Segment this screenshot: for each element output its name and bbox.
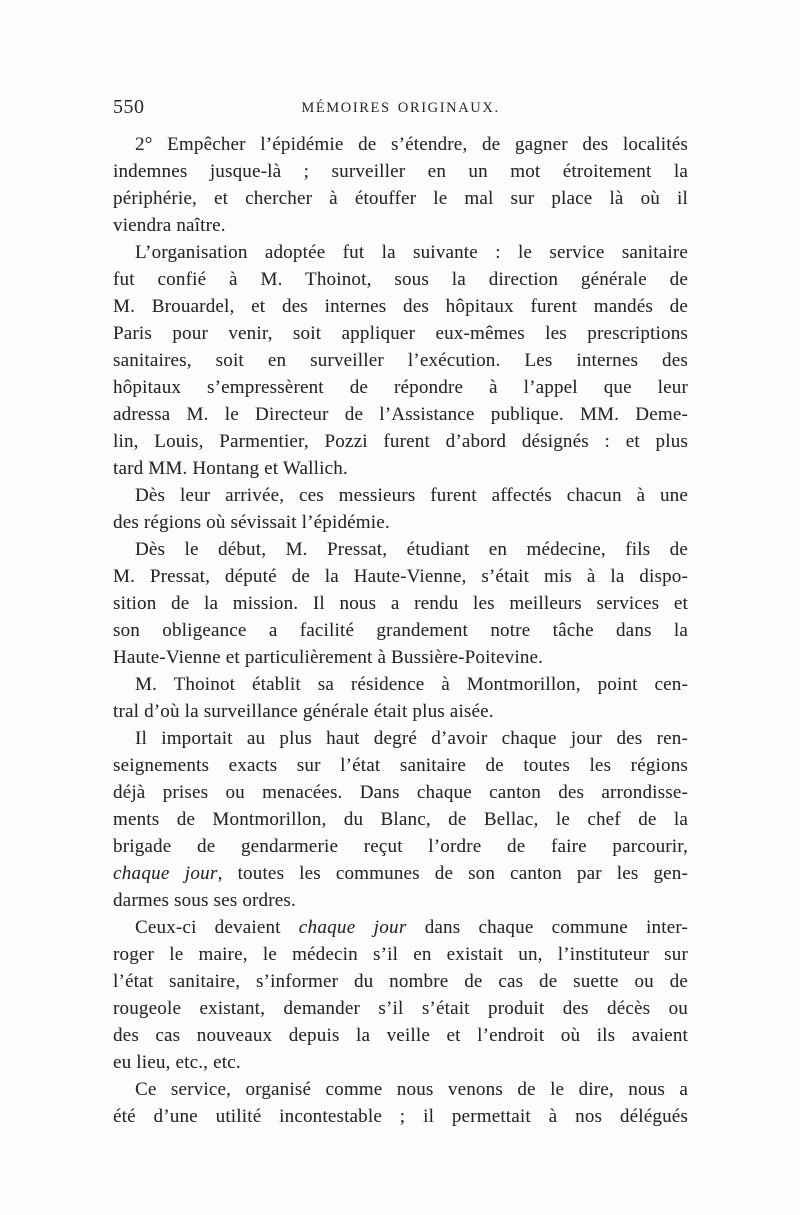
text-line: lin, Louis, Parmentier, Pozzi furent d’abord désignés : et plus xyxy=(113,431,688,452)
text-line: été d’une utilité incontestable ; il permettait à nos délégués xyxy=(113,1106,688,1127)
text-line: sanitaires, soit en surveiller l’exécution. Les internes des xyxy=(113,350,688,371)
paragraph xyxy=(113,914,688,1076)
text-line: son obligeance a facilité grandement notre tâche dans la xyxy=(113,620,688,641)
text-line: M. Thoinot établit sa résidence à Montmorillon, point cen- xyxy=(135,674,688,695)
text-line: L’organisation adoptée fut la suivante : le service sanitaire xyxy=(135,242,688,263)
text-line: eu lieu, etc., etc. xyxy=(113,1052,241,1073)
text-line: chaque jour, toutes les communes de son canton par les gen- xyxy=(113,863,688,884)
paragraph xyxy=(113,725,688,914)
text-line: Dès leur arrivée, ces messieurs furent affectés chacun à une xyxy=(135,485,688,506)
text-line: ments de Montmorillon, du Blanc, de Bellac, le chef de la xyxy=(113,809,688,830)
page-number: 550 xyxy=(113,96,145,118)
page-header xyxy=(113,96,688,120)
text-line: sition de la mission. Il nous a rendu les meilleurs services et xyxy=(113,593,688,614)
text-line: Dès le début, M. Pressat, étudiant en médecine, fils de xyxy=(135,539,688,560)
paragraph xyxy=(113,482,688,536)
paragraph xyxy=(113,671,688,725)
text-line: déjà prises ou menacées. Dans chaque canton des arrondisse- xyxy=(113,782,688,803)
text-line: 2° Empêcher l’épidémie de s’étendre, de gagner des localités xyxy=(135,134,688,155)
paragraph xyxy=(113,131,688,239)
text-line: brigade de gendarmerie reçut l’ordre de faire parcourir, xyxy=(113,836,688,857)
text-line: indemnes jusque-là ; surveiller en un mot étroitement la xyxy=(113,161,688,182)
text-line: fut confié à M. Thoinot, sous la direction générale de xyxy=(113,269,688,290)
text-line: viendra naître. xyxy=(113,215,226,236)
text-line: Haute-Vienne et particulièrement à Bussière-Poitevine. xyxy=(113,647,544,668)
text-line: des cas nouveaux depuis la veille et l’endroit où ils avaient xyxy=(113,1025,688,1046)
text-line: darmes sous ses ordres. xyxy=(113,890,296,911)
text-line: Ce service, organisé comme nous venons de le dire, nous a xyxy=(135,1079,688,1100)
page-body xyxy=(113,131,688,1130)
text-line: tral d’où la surveillance générale était plus aisée. xyxy=(113,701,494,722)
text-line: tard MM. Hontang et Wallich. xyxy=(113,458,348,479)
paragraph xyxy=(113,239,688,482)
text-line: roger le maire, le médecin s’il en existait un, l’instituteur sur xyxy=(113,944,688,965)
text-line: M. Pressat, député de la Haute-Vienne, s’était mis à la dispo- xyxy=(113,566,688,587)
text-line: M. Brouardel, et des internes des hôpitaux furent mandés de xyxy=(113,296,688,317)
text-line: des régions où sévissait l’épidémie. xyxy=(113,512,390,533)
text-line: seignements exacts sur l’état sanitaire de toutes les régions xyxy=(113,755,688,776)
text-line: hôpitaux s’empressèrent de répondre à l’appel que leur xyxy=(113,377,688,398)
text-line: rougeole existant, demander s’il s’était produit des décès ou xyxy=(113,998,688,1019)
text-line: l’état sanitaire, s’informer du nombre de cas de suette ou de xyxy=(113,971,688,992)
text-line: Il importait au plus haut degré d’avoir chaque jour des ren- xyxy=(135,728,688,749)
text-line: Ceux-ci devaient chaque jour dans chaque commune inter- xyxy=(135,917,689,938)
paragraph xyxy=(113,1076,688,1130)
running-title: MÉMOIRES ORIGINAUX. xyxy=(301,100,500,116)
text-line: périphérie, et chercher à étouffer le mal sur place là où il xyxy=(113,188,688,209)
paragraph xyxy=(113,536,688,671)
text-line: adressa M. le Directeur de l’Assistance publique. MM. Deme- xyxy=(113,404,688,425)
text-line: Paris pour venir, soit appliquer eux-mêmes les prescriptions xyxy=(113,323,688,344)
